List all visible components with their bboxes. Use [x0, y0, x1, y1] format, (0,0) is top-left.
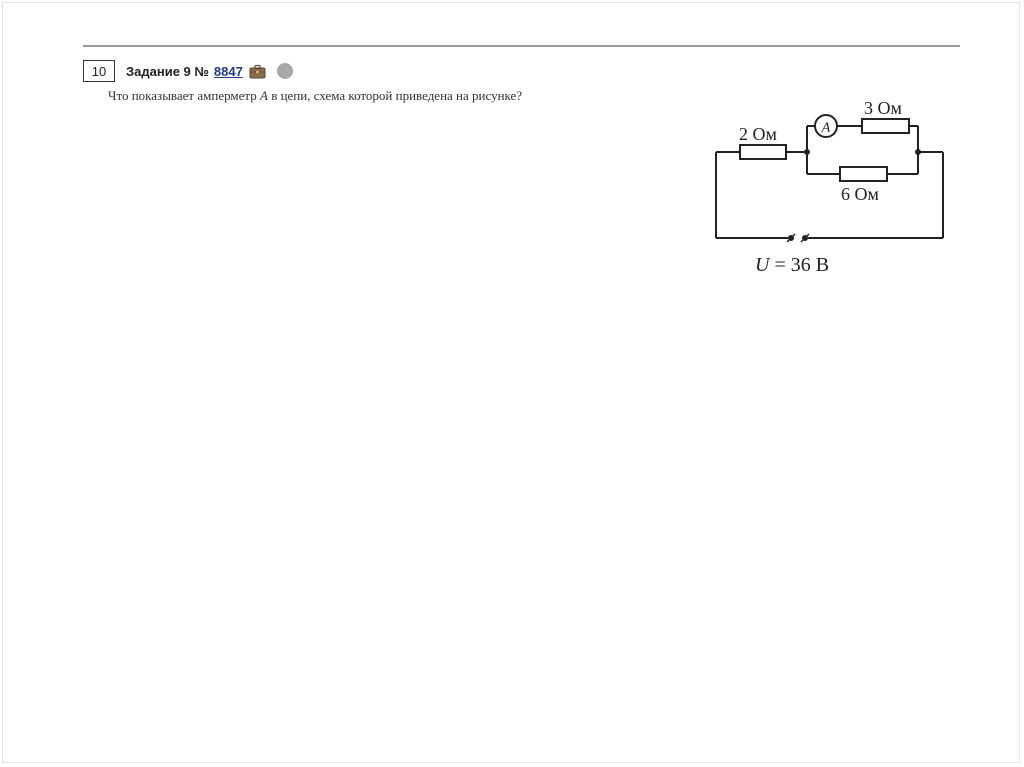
task-id-link[interactable]: 8847 — [213, 63, 243, 79]
source-terminals — [787, 234, 809, 242]
task-number: 10 — [83, 60, 115, 82]
resistor-r2 — [862, 119, 909, 133]
task-title: Задание 9 № — [126, 63, 209, 79]
divider — [83, 45, 960, 47]
r1-label: 2 Ом — [739, 124, 777, 144]
r2-label: 3 Ом — [864, 98, 902, 118]
circuit-diagram — [700, 94, 960, 284]
ammeter-label: A — [821, 120, 831, 136]
junction-left — [804, 149, 810, 155]
question-text: Что показывает амперметр A в цепи, схема которой приведена на рисунке? — [108, 88, 523, 103]
r3-label: 6 Ом — [841, 184, 879, 204]
voltage-label: U = 36 В — [755, 254, 830, 276]
junction-right — [915, 149, 921, 155]
resistor-r1 — [740, 145, 786, 159]
task-header — [126, 63, 293, 79]
status-dot[interactable] — [277, 63, 293, 79]
briefcase-icon[interactable] — [249, 64, 266, 79]
resistor-r3 — [840, 167, 887, 181]
